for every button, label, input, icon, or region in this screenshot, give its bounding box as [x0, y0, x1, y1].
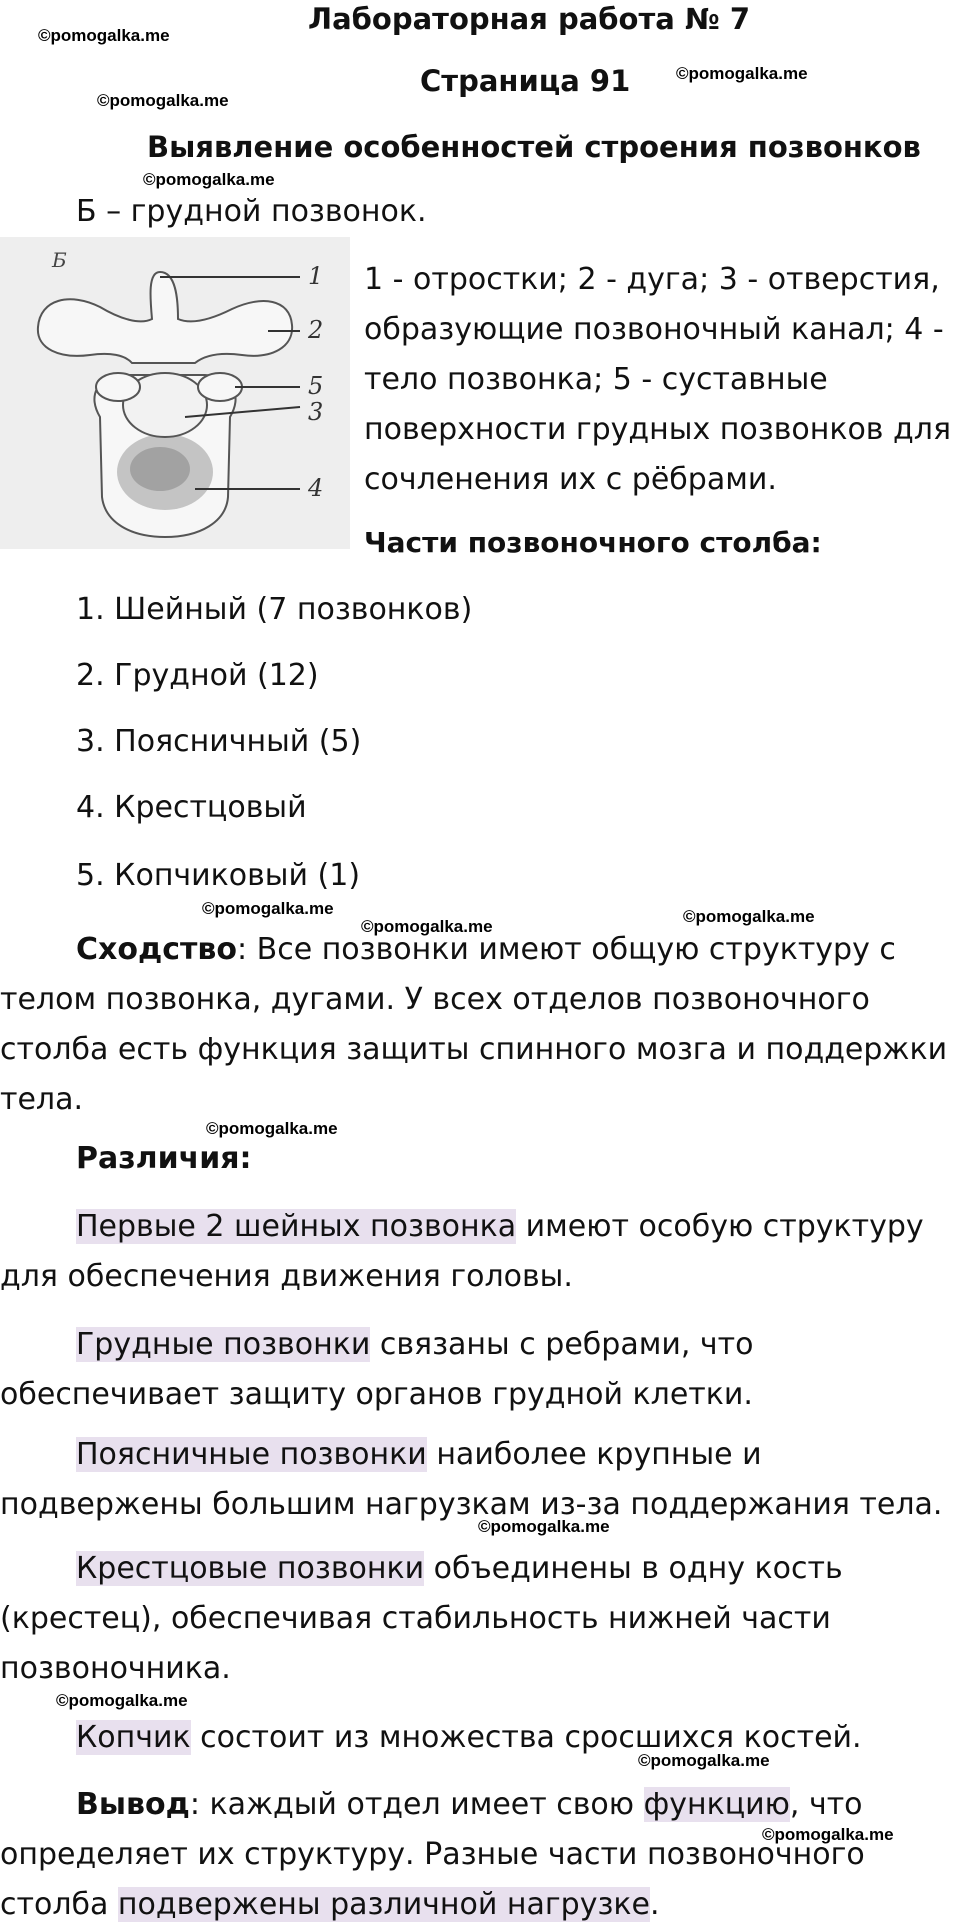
watermark: ©pomogalka.me: [56, 1691, 188, 1710]
difference-paragraph: Грудные позвонки связаны с ребрами, что обеспечивает защиту органов грудной клетки.: [0, 1327, 754, 1412]
differences-heading: Различия:: [76, 1141, 252, 1176]
highlight: Копчик: [76, 1720, 191, 1755]
highlight: подвержены различной нагрузке: [117, 1887, 650, 1922]
figure-caption: Б – грудной позвонок.: [76, 194, 427, 229]
watermark: ©pomogalka.me: [762, 1825, 894, 1844]
difference-paragraph: Копчик состоит из множества сросшихся костей.: [76, 1720, 862, 1755]
highlight: Крестцовые позвонки: [76, 1551, 425, 1586]
difference-paragraph: Первые 2 шейных позвонка имеют особую структуру для обеспечения движения головы.: [0, 1209, 924, 1294]
conclusion-paragraph: Вывод: каждый отдел имеет свою функцию, что определяет их структуру. Разные части позвоночного столба подвержены различной нагрузке.: [0, 1787, 865, 1922]
figure-label: 5: [308, 372, 324, 400]
highlight: функцию: [643, 1787, 790, 1822]
highlight: Грудные позвонки: [76, 1327, 371, 1362]
list-item: 4. Крестцовый: [76, 790, 307, 825]
conclusion-label: Вывод: [76, 1787, 190, 1822]
legend-line: тело позвонка; 5 - суставные: [364, 362, 828, 397]
figure-label: 3: [308, 398, 324, 426]
watermark: ©pomogalka.me: [638, 1751, 770, 1770]
list-item: 3. Поясничный (5): [76, 724, 362, 759]
watermark: ©pomogalka.me: [683, 907, 815, 926]
watermark: ©pomogalka.me: [206, 1119, 338, 1138]
list-item: 1. Шейный (7 позвонков): [76, 592, 473, 627]
legend-line: поверхности грудных позвонков для: [364, 412, 951, 447]
highlight: Поясничные позвонки: [76, 1437, 427, 1472]
highlight: Первые 2 шейных позвонка: [76, 1209, 517, 1244]
watermark: ©pomogalka.me: [202, 899, 334, 918]
difference-paragraph: Крестцовые позвонки объединены в одну кость (крестец), обеспечивая стабильность нижней части позвоночника.: [0, 1551, 843, 1686]
watermark: ©pomogalka.me: [478, 1517, 610, 1536]
similarity-paragraph: Сходство: Все позвонки имеют общую структуру с телом позвонка, дугами. У всех отделов позвоночного столба есть функция защиты спинного мозга и поддержки тела.: [0, 932, 948, 1117]
legend-line: образующие позвоночный канал; 4 -: [364, 312, 944, 347]
watermark: ©pomogalka.me: [97, 91, 229, 110]
subtitle: Выявление особенностей строения позвонков: [147, 130, 921, 164]
watermark: ©pomogalka.me: [38, 26, 170, 45]
page-number: Страница 91: [420, 64, 631, 98]
watermark: ©pomogalka.me: [676, 64, 808, 83]
figure-letter: Б: [52, 248, 67, 272]
watermark: ©pomogalka.me: [143, 170, 275, 189]
vertebra-figure: [0, 237, 350, 549]
list-item: 2. Грудной (12): [76, 658, 319, 693]
legend-line: 1 - отростки; 2 - дуга; 3 - отверстия,: [364, 262, 940, 297]
figure-label: 2: [308, 316, 324, 344]
watermark: ©pomogalka.me: [361, 917, 493, 936]
figure-label: 1: [308, 262, 324, 290]
difference-paragraph: Поясничные позвонки наиболее крупные и подвержены большим нагрузкам из-за поддержания тела.: [0, 1437, 943, 1522]
similarity-label: Сходство: [76, 932, 237, 967]
figure-label: 4: [308, 474, 324, 502]
lab-title: Лабораторная работа № 7: [308, 2, 751, 36]
list-item: 5. Копчиковый (1): [76, 858, 361, 893]
legend-line: сочленения их с рёбрами.: [364, 462, 777, 497]
parts-heading: Части позвоночного столба:: [364, 526, 822, 559]
